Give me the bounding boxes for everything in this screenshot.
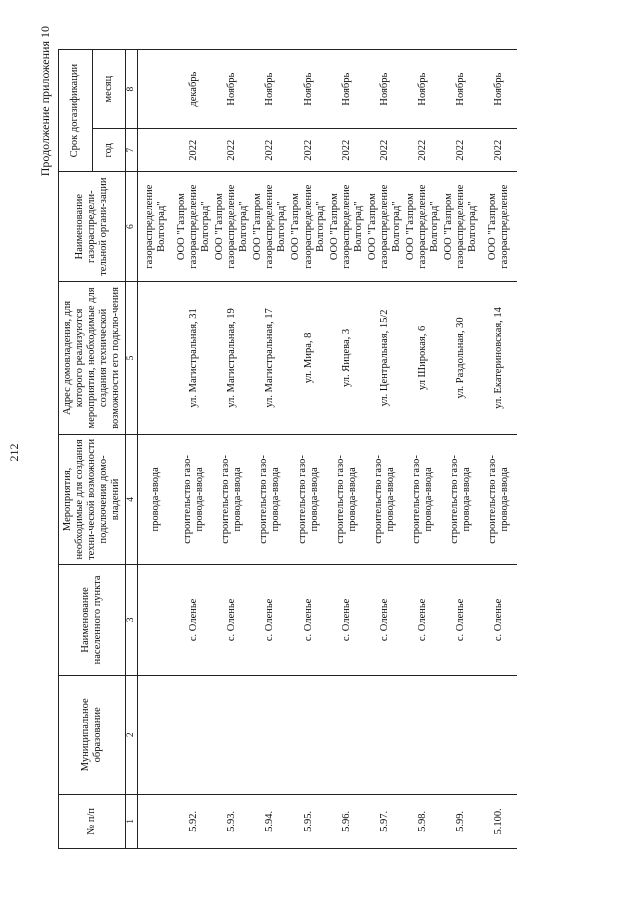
table-row (251, 50, 289, 849)
header-year: год (92, 129, 126, 172)
header-organization: Наименование газораспредели-тельной органи-зации (59, 172, 126, 282)
row-settlement: с. Оленье (175, 564, 213, 675)
row-measure: строительство газо-провода-ввода (366, 434, 404, 564)
column-number: 1 (126, 794, 138, 848)
row-settlement: с. Оленье (328, 564, 366, 675)
row-municipality (289, 675, 327, 794)
column-number: 8 (126, 50, 138, 129)
row-address: ул. Магистральная, 17 (251, 282, 289, 435)
row-month: Ноябрь (480, 50, 517, 129)
carry-over-organization: газораспределение Волгоград" (137, 172, 175, 282)
row-municipality (251, 675, 289, 794)
column-number: 3 (126, 564, 138, 675)
row-settlement: с. Оленье (480, 564, 517, 675)
row-address: ул. Магистральная, 19 (213, 282, 251, 435)
row-year: 2022 (366, 129, 404, 172)
row-month: Ноябрь (213, 50, 251, 129)
row-municipality (328, 675, 366, 794)
row-month: Ноябрь (251, 50, 289, 129)
row-organization: ООО "Газпром газораспределение Волгоград" (175, 172, 213, 282)
row-month: Ноябрь (289, 50, 327, 129)
row-municipality (480, 675, 517, 794)
row-municipality (366, 675, 404, 794)
row-number: 5.97. (366, 794, 404, 848)
row-address: ул Широкая, 6 (404, 282, 442, 435)
row-year: 2022 (251, 129, 289, 172)
row-measure: строительство газо-провода-ввода (251, 434, 289, 564)
row-municipality (213, 675, 251, 794)
row-settlement: с. Оленье (289, 564, 327, 675)
row-number: 5.98. (404, 794, 442, 848)
header-municipality: Муниципальное образование (59, 675, 126, 794)
row-month: декабрь (175, 50, 213, 129)
table-row (366, 50, 404, 849)
table-row (328, 50, 366, 849)
carry-over-row (137, 50, 175, 849)
row-settlement: с. Оленье (213, 564, 251, 675)
row-year: 2022 (404, 129, 442, 172)
row-measure: строительство газо-провода-ввода (442, 434, 480, 564)
row-measure: строительство газо-провода-ввода (175, 434, 213, 564)
row-address: ул. Раздольная, 30 (442, 282, 480, 435)
row-settlement: с. Оленье (442, 564, 480, 675)
row-organization: ООО "Газпром газораспределение Волгоград" (442, 172, 480, 282)
row-organization: ООО "Газпром газораспределение Волгоград" (366, 172, 404, 282)
header-measures: Мероприятия, необходимые для создания техни-ческой возможности подключения домо-владений (59, 434, 126, 564)
table-row (175, 50, 213, 849)
column-number: 4 (126, 434, 138, 564)
page-number: 212 (7, 443, 21, 462)
table-body (137, 50, 517, 849)
row-number: 5.92. (175, 794, 213, 848)
row-month: Ноябрь (366, 50, 404, 129)
row-measure: строительство газо-провода-ввода (328, 434, 366, 564)
row-year: 2022 (328, 129, 366, 172)
row-address: ул. Яицева, 3 (328, 282, 366, 435)
header-number: № п/п (59, 794, 126, 848)
row-municipality (404, 675, 442, 794)
row-address: ул. Мира, 8 (289, 282, 327, 435)
row-organization: ООО "Газпром газораспределение Волгоград" (289, 172, 327, 282)
column-number-row (126, 50, 138, 849)
column-number: 5 (126, 282, 138, 435)
row-number: 5.96. (328, 794, 366, 848)
row-year: 2022 (442, 129, 480, 172)
header-settlement: Наименование населенного пункта (59, 564, 126, 675)
header-address: Адрес домовладения, для которого реализуются мероприятия, необходимые для создания технической возможности его подклю-чения (59, 282, 126, 435)
table-row (404, 50, 442, 849)
row-month: Ноябрь (442, 50, 480, 129)
row-organization: ООО "Газпром газораспределение Волгоград" (328, 172, 366, 282)
row-month: Ноябрь (404, 50, 442, 129)
row-settlement: с. Оленье (366, 564, 404, 675)
row-organization: ООО "Газпром газораспределение Волгоград" (251, 172, 289, 282)
gasification-table (58, 49, 517, 849)
row-settlement: с. Оленье (251, 564, 289, 675)
row-number: 5.99. (442, 794, 480, 848)
table-row (480, 50, 517, 849)
row-municipality (175, 675, 213, 794)
column-number: 6 (126, 172, 138, 282)
row-year: 2022 (175, 129, 213, 172)
row-number: 5.94. (251, 794, 289, 848)
column-number: 2 (126, 675, 138, 794)
row-settlement: с. Оленье (404, 564, 442, 675)
row-address: ул. Центральная, 15/2 (366, 282, 404, 435)
row-measure: строительство газо-провода-ввода (480, 434, 517, 564)
row-year: 2022 (213, 129, 251, 172)
row-number: 5.100. (480, 794, 517, 848)
row-measure: строительство газо-провода-ввода (404, 434, 442, 564)
row-municipality (442, 675, 480, 794)
appendix-caption: Продолжение приложения 10 (38, 26, 52, 177)
column-number: 7 (126, 129, 138, 172)
header-month: месяц (92, 50, 126, 129)
table-row (289, 50, 327, 849)
row-organization: ООО "Газпром газораспределение Волгоград" (404, 172, 442, 282)
row-address: ул. Екатериновская, 14 (480, 282, 517, 435)
row-measure: строительство газо-провода-ввода (213, 434, 251, 564)
row-year: 2022 (480, 129, 517, 172)
table-row (213, 50, 251, 849)
row-organization: ООО "Газпром газораспределение (480, 172, 517, 282)
carry-over-measure: провода-ввода (137, 434, 175, 564)
header-deadline: Срок догазификации (59, 50, 93, 172)
table-row (442, 50, 480, 849)
row-month: Ноябрь (328, 50, 366, 129)
row-year: 2022 (289, 129, 327, 172)
row-organization: ООО "Газпром газораспределение Волгоград" (213, 172, 251, 282)
row-address: ул. Магистральная, 31 (175, 282, 213, 435)
row-number: 5.95. (289, 794, 327, 848)
row-number: 5.93. (213, 794, 251, 848)
row-measure: строительство газо-провода-ввода (289, 434, 327, 564)
